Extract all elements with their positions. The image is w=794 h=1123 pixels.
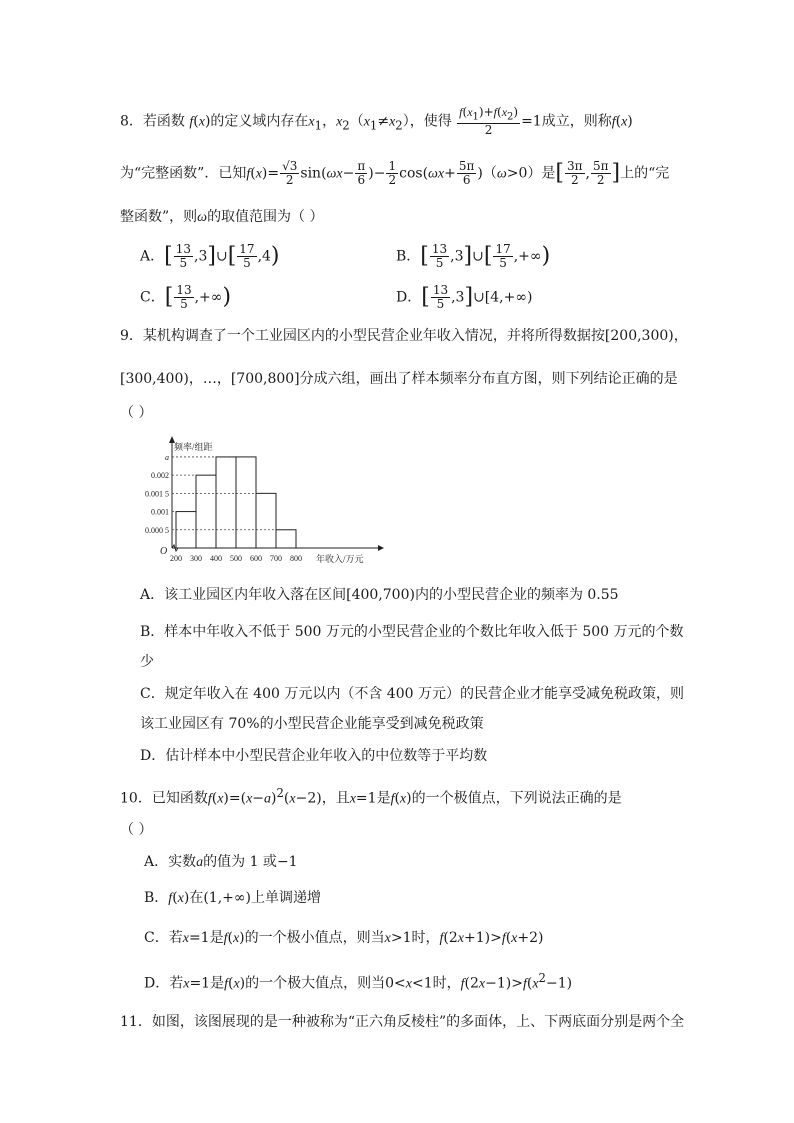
q10-option-a[interactable]: A．实数a的值为 1 或−1 — [144, 854, 298, 870]
q9-option-d[interactable]: D．估计样本中小型民营企业年收入的中位数等于平均数 — [140, 748, 488, 764]
x-tick-label: 300 — [190, 554, 202, 563]
q10-line-1: 10．已知函数$f(x)=(x-a)^2(x-2)$，且x=1是f(x)的一个极值点，下列说法正确的是 — [120, 786, 622, 807]
q8-option-b[interactable]: B．[ $\frac{13}{5}$ ,3]∪[ $\frac{17}{5}$ ,+∞) — [396, 242, 551, 270]
q9-line-1: 9．某机构调查了一个工业园区内的小型民营企业年收入情况，并将所得数据按[200,300)， — [120, 328, 688, 344]
y-tick-label: 0.000 5 — [145, 525, 169, 535]
q11-line-1: 11．如图，该图展现的是一种被称为“正六角反棱柱”的多面体，上、下两底面分别是两个全 — [120, 1014, 685, 1030]
x-tick-label: 600 — [250, 554, 262, 563]
y-tick-label: 0.001 5 — [145, 489, 169, 499]
q9-option-b-line-1[interactable]: B．样本中年收入不低于 500 万元的小型民营企业的个数比年收入低于 500 万元的个数 — [140, 624, 684, 640]
q10-option-d[interactable]: D．若x=1是f(x)的一个极大值点，则当0<x<1时，$f(2x-1)>f(x^2-1)$ — [144, 971, 573, 992]
q8-line-3: 整函数”，则ω的取值范围为（ ） — [120, 209, 324, 225]
histogram-bar — [276, 530, 296, 548]
q8-option-d[interactable]: D．[ $\frac{13}{5}$ ,3]∪[4,+∞) — [396, 283, 533, 311]
q9-option-b-line-2: 少 — [140, 654, 154, 670]
q9-number: 9． — [120, 328, 143, 344]
q9-line-3: （ ） — [120, 405, 153, 421]
origin-label: O — [160, 546, 168, 557]
q10-option-b[interactable]: B．f(x)在(1,+∞)上单调递增 — [144, 890, 322, 906]
q8-number: 8． — [120, 113, 143, 130]
q10-line-2: （ ） — [120, 822, 153, 838]
x-tick-label: 400 — [210, 554, 222, 563]
y-tick-label: 0.002 — [151, 471, 169, 481]
histogram-bar — [216, 457, 236, 548]
y-axis-label: 频率/组距 — [174, 442, 213, 452]
x-tick-label: 200 — [170, 554, 182, 563]
q8-option-a[interactable]: A．[ $\frac{13}{5}$ ,3]∪[ $\frac{17}{5}$ ,4) — [140, 242, 280, 270]
q10-number: 10． — [120, 790, 152, 807]
q9-line-2: [300,400)，…，[700,800]分成六组，画出了样本频率分布直方图，则下列结论正确的是 — [120, 371, 678, 387]
q9-option-a[interactable]: A．该工业园区内年收入落在区间[400,700)内的小型民营企业的频率为 0.55 — [140, 587, 619, 603]
q8-option-c[interactable]: C．[ $\frac{13}{5}$ ,+∞) — [140, 283, 232, 311]
q8-line-2: 为“完整函数”．已知f(x)= $\frac{√3}{2}$ sin(ωx− $\frac{\pi}{6}$ )− $\frac{1}{2}$ cos(ωx+ $\frac{5\pi}{6}$ )（ω>0）是[ $\frac{3\pi}{2}$ , $\frac{5\pi}{2}$ ]上的“完 — [120, 159, 670, 187]
histogram-bar — [236, 457, 256, 548]
q8-fraction: $\frac{f(x_1)+f(x_2)}{2}$ — [459, 105, 519, 138]
q9-option-c-line-2: 该工业园区有 70%的小型民营企业能享受到减免税政策 — [140, 716, 484, 732]
histogram-bar — [196, 475, 216, 548]
y-tick-label: a — [165, 452, 169, 462]
y-tick-label: 0.001 — [151, 507, 169, 517]
x-tick-label: 500 — [230, 554, 242, 563]
q9-option-c-line-1[interactable]: C．规定年收入在 400 万元以内（不含 400 万元）的民营企业才能享受减免税政策，则 — [140, 686, 684, 702]
frequency-histogram — [140, 436, 400, 566]
q8-line-1: 8．若函数 f(x)的定义域内存在$x_1$，$x_2(x_1\ne x_2)$，使得 $\frac{f(x_1)+f(x_2)}{2}$ =1成立，则称f(x) — [120, 105, 633, 138]
x-tick-label: 700 — [270, 554, 282, 563]
q10-option-c[interactable]: C．若x=1是f(x)的一个极小值点，则当x>1时，f(2x+1)>f(x+2) — [144, 930, 544, 946]
x-axis-arrow — [378, 545, 384, 551]
x-tick-label: 800 — [290, 554, 302, 563]
x-axis-label: 年收入/万元 — [316, 554, 364, 564]
histogram-bar — [256, 493, 276, 548]
